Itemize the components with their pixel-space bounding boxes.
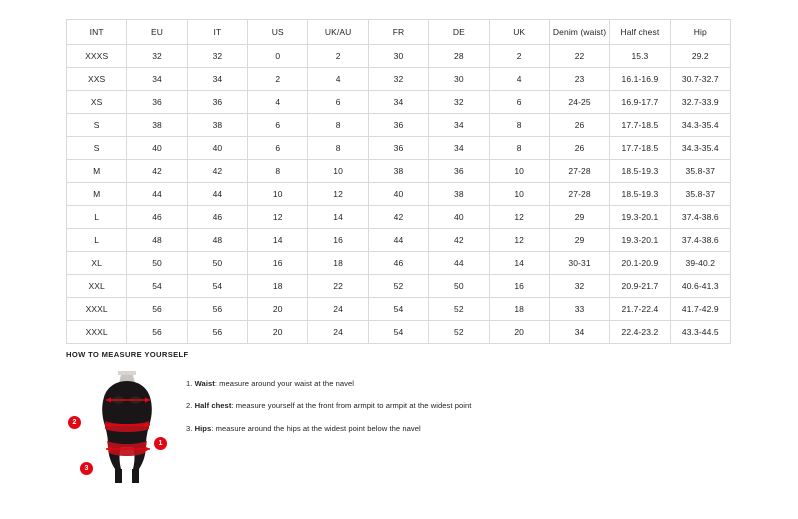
cell-de: 44 bbox=[429, 252, 489, 275]
cell-hip: 39-40.2 bbox=[670, 252, 730, 275]
cell-int: S bbox=[67, 114, 127, 137]
cell-half-chest: 19.3-20.1 bbox=[610, 206, 670, 229]
cell-de: 30 bbox=[429, 68, 489, 91]
cell-uk-au: 24 bbox=[308, 298, 368, 321]
cell-uk: 4 bbox=[489, 68, 549, 91]
cell-int: XXL bbox=[67, 275, 127, 298]
cell-de: 42 bbox=[429, 229, 489, 252]
cell-int: M bbox=[67, 160, 127, 183]
cell-half-chest: 16.1-16.9 bbox=[610, 68, 670, 91]
cell-de: 32 bbox=[429, 91, 489, 114]
measure-note-text: : measure yourself at the front from armpit to armpit at the widest point bbox=[231, 401, 472, 411]
cell-hip: 37.4-38.6 bbox=[670, 206, 730, 229]
cell-int: XL bbox=[67, 252, 127, 275]
cell-half-chest: 18.5-19.3 bbox=[610, 183, 670, 206]
cell-half-chest: 20.1-20.9 bbox=[610, 252, 670, 275]
cell-half-chest: 18.5-19.3 bbox=[610, 160, 670, 183]
cell-uk: 8 bbox=[489, 137, 549, 160]
table-row bbox=[67, 68, 731, 91]
cell-de: 52 bbox=[429, 298, 489, 321]
measure-note-text: : measure around your waist at the navel bbox=[214, 379, 355, 388]
cell-de: 36 bbox=[429, 160, 489, 183]
cell-eu: 40 bbox=[127, 137, 187, 160]
cell-half-chest: 17.7-18.5 bbox=[610, 114, 670, 137]
mannequin-figure-icon bbox=[88, 369, 166, 489]
cell-de: 28 bbox=[429, 45, 489, 68]
table-row bbox=[67, 183, 731, 206]
table-header-row bbox=[67, 20, 731, 45]
cell-it: 34 bbox=[187, 68, 247, 91]
measure-note-term: Waist bbox=[194, 379, 215, 388]
cell-fr: 36 bbox=[368, 137, 428, 160]
cell-eu: 56 bbox=[127, 298, 187, 321]
table-row bbox=[67, 114, 731, 137]
measure-marker-3: 3 bbox=[80, 462, 93, 475]
cell-int: M bbox=[67, 183, 127, 206]
column-header-uk-au: UK/AU bbox=[308, 20, 368, 45]
cell-uk-au: 14 bbox=[308, 206, 368, 229]
cell-uk: 10 bbox=[489, 160, 549, 183]
cell-hip: 34.3-35.4 bbox=[670, 114, 730, 137]
cell-int: XXXL bbox=[67, 321, 127, 344]
cell-int: XS bbox=[67, 91, 127, 114]
cell-fr: 44 bbox=[368, 229, 428, 252]
measure-note-hips bbox=[186, 424, 471, 434]
cell-fr: 32 bbox=[368, 68, 428, 91]
measure-marker-2: 2 bbox=[68, 416, 81, 429]
measure-note-term: Hips bbox=[194, 423, 212, 433]
cell-int: S bbox=[67, 137, 127, 160]
cell-uk-au: 18 bbox=[308, 252, 368, 275]
cell-fr: 36 bbox=[368, 114, 428, 137]
cell-fr: 30 bbox=[368, 45, 428, 68]
cell-half-chest: 19.3-20.1 bbox=[610, 229, 670, 252]
cell-us: 16 bbox=[248, 252, 308, 275]
cell-eu: 50 bbox=[127, 252, 187, 275]
measure-note-half-chest bbox=[186, 401, 471, 411]
cell-denim-waist: 29 bbox=[549, 229, 609, 252]
cell-uk: 16 bbox=[489, 275, 549, 298]
cell-us: 20 bbox=[248, 298, 308, 321]
cell-fr: 34 bbox=[368, 91, 428, 114]
cell-denim-waist: 23 bbox=[549, 68, 609, 91]
cell-denim-waist: 27-28 bbox=[549, 183, 609, 206]
cell-de: 50 bbox=[429, 275, 489, 298]
cell-hip: 35.8-37 bbox=[670, 183, 730, 206]
how-to-measure-title: HOW TO MEASURE YOURSELF bbox=[66, 350, 189, 359]
column-header-it: IT bbox=[187, 20, 247, 45]
cell-us: 18 bbox=[248, 275, 308, 298]
cell-denim-waist: 26 bbox=[549, 114, 609, 137]
cell-half-chest: 16.9-17.7 bbox=[610, 91, 670, 114]
cell-it: 56 bbox=[187, 321, 247, 344]
cell-uk-au: 16 bbox=[308, 229, 368, 252]
measure-marker-1: 1 bbox=[154, 437, 167, 450]
cell-half-chest: 21.7-22.4 bbox=[610, 298, 670, 321]
cell-denim-waist: 34 bbox=[549, 321, 609, 344]
cell-it: 50 bbox=[187, 252, 247, 275]
cell-uk-au: 4 bbox=[308, 68, 368, 91]
table-body bbox=[67, 45, 731, 344]
cell-us: 2 bbox=[248, 68, 308, 91]
cell-int: XXS bbox=[67, 68, 127, 91]
table-header bbox=[67, 20, 731, 45]
cell-uk: 12 bbox=[489, 206, 549, 229]
cell-eu: 38 bbox=[127, 114, 187, 137]
cell-eu: 36 bbox=[127, 91, 187, 114]
column-header-us: US bbox=[248, 20, 308, 45]
cell-eu: 42 bbox=[127, 160, 187, 183]
how-to-measure-section bbox=[66, 350, 746, 489]
cell-denim-waist: 29 bbox=[549, 206, 609, 229]
cell-fr: 52 bbox=[368, 275, 428, 298]
cell-de: 34 bbox=[429, 114, 489, 137]
cell-fr: 54 bbox=[368, 298, 428, 321]
cell-int: L bbox=[67, 206, 127, 229]
cell-it: 38 bbox=[187, 114, 247, 137]
column-header-eu: EU bbox=[127, 20, 187, 45]
cell-eu: 32 bbox=[127, 45, 187, 68]
column-header-fr: FR bbox=[368, 20, 428, 45]
cell-uk: 14 bbox=[489, 252, 549, 275]
cell-denim-waist: 32 bbox=[549, 275, 609, 298]
cell-fr: 40 bbox=[368, 183, 428, 206]
cell-fr: 46 bbox=[368, 252, 428, 275]
cell-half-chest: 22.4-23.2 bbox=[610, 321, 670, 344]
mannequin-figure-container bbox=[66, 369, 178, 489]
cell-eu: 34 bbox=[127, 68, 187, 91]
table-row bbox=[67, 137, 731, 160]
cell-uk-au: 8 bbox=[308, 114, 368, 137]
cell-uk-au: 2 bbox=[308, 45, 368, 68]
cell-fr: 54 bbox=[368, 321, 428, 344]
cell-int: XXXS bbox=[67, 45, 127, 68]
cell-uk: 20 bbox=[489, 321, 549, 344]
cell-hip: 41.7-42.9 bbox=[670, 298, 730, 321]
cell-us: 12 bbox=[248, 206, 308, 229]
column-header-half-chest: Half chest bbox=[610, 20, 670, 45]
cell-us: 6 bbox=[248, 114, 308, 137]
cell-uk: 12 bbox=[489, 229, 549, 252]
size-chart-table bbox=[66, 19, 731, 344]
cell-uk: 18 bbox=[489, 298, 549, 321]
table-row bbox=[67, 160, 731, 183]
cell-us: 6 bbox=[248, 137, 308, 160]
cell-uk-au: 8 bbox=[308, 137, 368, 160]
cell-uk: 10 bbox=[489, 183, 549, 206]
table-row bbox=[67, 229, 731, 252]
cell-half-chest: 20.9-21.7 bbox=[610, 275, 670, 298]
table-row bbox=[67, 275, 731, 298]
column-header-denim-waist: Denim (waist) bbox=[549, 20, 609, 45]
measure-note-text: : measure around the hips at the widest point below the navel bbox=[211, 423, 421, 433]
cell-eu: 46 bbox=[127, 206, 187, 229]
cell-uk-au: 24 bbox=[308, 321, 368, 344]
cell-eu: 44 bbox=[127, 183, 187, 206]
table-row bbox=[67, 45, 731, 68]
cell-int: XXXL bbox=[67, 298, 127, 321]
how-to-measure-body bbox=[66, 369, 746, 489]
cell-it: 46 bbox=[187, 206, 247, 229]
measure-note-number: 1. bbox=[186, 379, 193, 388]
table-row bbox=[67, 298, 731, 321]
cell-denim-waist: 24-25 bbox=[549, 91, 609, 114]
cell-it: 44 bbox=[187, 183, 247, 206]
cell-denim-waist: 27-28 bbox=[549, 160, 609, 183]
cell-hip: 30.7-32.7 bbox=[670, 68, 730, 91]
cell-eu: 48 bbox=[127, 229, 187, 252]
cell-de: 38 bbox=[429, 183, 489, 206]
cell-denim-waist: 30-31 bbox=[549, 252, 609, 275]
cell-us: 4 bbox=[248, 91, 308, 114]
cell-it: 48 bbox=[187, 229, 247, 252]
cell-it: 32 bbox=[187, 45, 247, 68]
cell-denim-waist: 33 bbox=[549, 298, 609, 321]
cell-hip: 32.7-33.9 bbox=[670, 91, 730, 114]
cell-int: L bbox=[67, 229, 127, 252]
cell-us: 8 bbox=[248, 160, 308, 183]
cell-us: 10 bbox=[248, 183, 308, 206]
cell-eu: 54 bbox=[127, 275, 187, 298]
cell-hip: 43.3-44.5 bbox=[670, 321, 730, 344]
cell-hip: 35.8-37 bbox=[670, 160, 730, 183]
cell-hip: 29.2 bbox=[670, 45, 730, 68]
cell-us: 0 bbox=[248, 45, 308, 68]
cell-hip: 37.4-38.6 bbox=[670, 229, 730, 252]
cell-uk: 8 bbox=[489, 114, 549, 137]
cell-it: 56 bbox=[187, 298, 247, 321]
cell-uk: 2 bbox=[489, 45, 549, 68]
cell-fr: 42 bbox=[368, 206, 428, 229]
cell-it: 54 bbox=[187, 275, 247, 298]
cell-uk: 6 bbox=[489, 91, 549, 114]
table-row bbox=[67, 252, 731, 275]
measure-note-waist bbox=[186, 379, 471, 389]
cell-it: 40 bbox=[187, 137, 247, 160]
cell-us: 20 bbox=[248, 321, 308, 344]
table-row bbox=[67, 91, 731, 114]
cell-us: 14 bbox=[248, 229, 308, 252]
cell-eu: 56 bbox=[127, 321, 187, 344]
table-row bbox=[67, 321, 731, 344]
cell-uk-au: 10 bbox=[308, 160, 368, 183]
measure-notes-list bbox=[186, 369, 471, 446]
cell-it: 36 bbox=[187, 91, 247, 114]
column-header-int: INT bbox=[67, 20, 127, 45]
cell-denim-waist: 22 bbox=[549, 45, 609, 68]
measure-note-number: 2. bbox=[186, 401, 193, 411]
cell-half-chest: 15.3 bbox=[610, 45, 670, 68]
cell-de: 34 bbox=[429, 137, 489, 160]
cell-fr: 38 bbox=[368, 160, 428, 183]
cell-uk-au: 12 bbox=[308, 183, 368, 206]
measure-note-term: Half chest bbox=[194, 401, 232, 411]
cell-it: 42 bbox=[187, 160, 247, 183]
cell-uk-au: 6 bbox=[308, 91, 368, 114]
column-header-hip: Hip bbox=[670, 20, 730, 45]
cell-de: 52 bbox=[429, 321, 489, 344]
size-chart-table-container bbox=[66, 19, 731, 344]
cell-hip: 34.3-35.4 bbox=[670, 137, 730, 160]
cell-denim-waist: 26 bbox=[549, 137, 609, 160]
cell-uk-au: 22 bbox=[308, 275, 368, 298]
cell-de: 40 bbox=[429, 206, 489, 229]
cell-half-chest: 17.7-18.5 bbox=[610, 137, 670, 160]
cell-hip: 40.6-41.3 bbox=[670, 275, 730, 298]
measure-note-number: 3. bbox=[186, 423, 193, 433]
column-header-uk: UK bbox=[489, 20, 549, 45]
column-header-de: DE bbox=[429, 20, 489, 45]
table-row bbox=[67, 206, 731, 229]
